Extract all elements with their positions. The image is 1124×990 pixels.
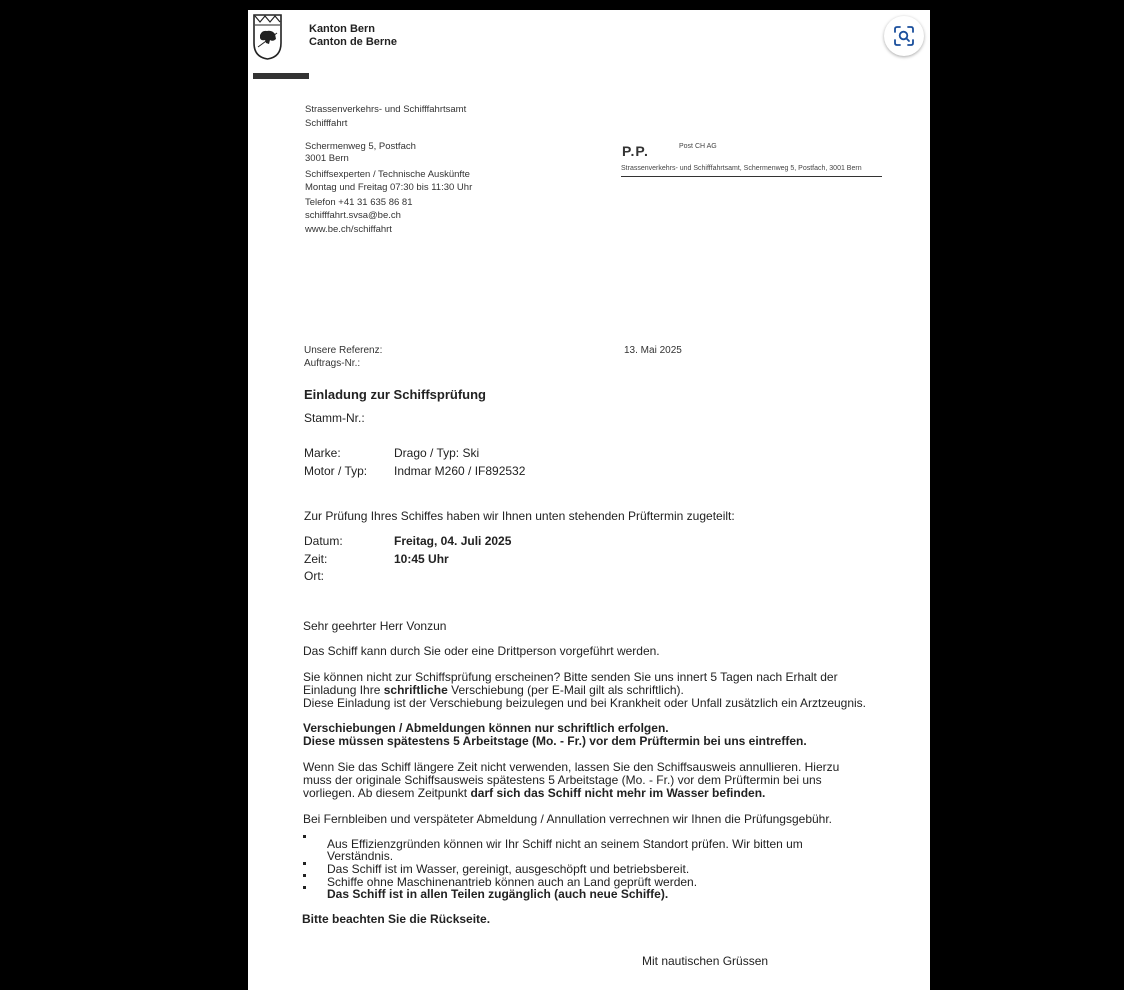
bullet-marker	[303, 835, 306, 838]
lens-search-button[interactable]	[884, 16, 924, 56]
zeit-label: Zeit:	[304, 552, 328, 566]
bullet-4: Das Schiff ist in allen Teilen zugänglich (auch neue Schiffe).	[327, 887, 669, 901]
marke-label: Marke:	[304, 446, 341, 460]
salutation: Sehr geehrter Herr Vonzun	[303, 619, 447, 633]
zeit-value: 10:45 Uhr	[394, 552, 449, 566]
bullet-marker	[303, 862, 306, 865]
bullet-1-line-2: Verständnis.	[327, 849, 394, 863]
paragraph-4-line-1: Wenn Sie das Schiff längere Zeit nicht verwenden, lassen Sie den Schiffsausweis annullieren. Hierzu	[303, 760, 840, 774]
letter-title: Einladung zur Schiffsprüfung	[304, 387, 486, 402]
paragraph-4-line-3	[303, 787, 765, 800]
bullet-3: Schiffe ohne Maschinenantrieb können auch an Land geprüft werden.	[327, 875, 698, 889]
sender-street: Schermenweg 5, Postfach	[305, 141, 416, 152]
sender-service: Schiffsexperten / Technische Auskünfte	[305, 169, 470, 180]
stamm-number-label: Stamm-Nr.:	[304, 411, 365, 425]
sender-web: www.be.ch/schiffahrt	[305, 224, 392, 235]
postage-post: Post CH AG	[679, 143, 717, 150]
paragraph-2-emphasis: schriftliche	[383, 683, 448, 697]
bullet-2: Das Schiff ist im Wasser, gereinigt, ausgeschöpft und betriebsbereit.	[327, 862, 690, 876]
paragraph-4-line-2: muss der originale Schiffsausweis spätestens 5 Arbeitstage (Mo. - Fr.) vor dem Prüftermin bei uns	[303, 773, 822, 787]
letter-page	[248, 10, 930, 990]
marke-value: Drago / Typ: Ski	[394, 446, 480, 460]
paragraph-2-text-a: Einladung Ihre	[303, 683, 384, 697]
canton-name-de: Kanton Bern	[309, 23, 375, 35]
bullet-marker	[303, 886, 306, 889]
ort-label: Ort:	[304, 569, 324, 583]
motor-value: Indmar M260 / IF892532	[394, 464, 526, 478]
order-number-label: Auftrags-Nr.:	[304, 358, 361, 369]
paragraph-1: Das Schiff kann durch Sie oder eine Drittperson vorgeführt werden.	[303, 644, 660, 658]
datum-label: Datum:	[304, 534, 343, 548]
letter-date: 13. Mai 2025	[624, 345, 682, 356]
paragraph-2-text-c: Verschiebung (per E-Mail gilt als schriftlich).	[447, 683, 684, 697]
paragraph-2-line-1: Sie können nicht zur Schiffsprüfung erscheinen? Bitte senden Sie uns innert 5 Tagen nach Erhalt der	[303, 670, 838, 684]
return-address: Strassenverkehrs- und Schifffahrtsamt, Schermenweg 5, Postfach, 3001 Bern	[621, 165, 862, 172]
return-address-rule	[621, 176, 882, 177]
bern-coat-of-arms-logo	[252, 13, 283, 61]
sender-phone: Telefon +41 31 635 86 81	[305, 197, 413, 208]
sender-hours: Montag und Freitag 07:30 bis 11:30 Uhr	[305, 182, 473, 193]
bullet-marker	[303, 874, 306, 877]
intro-text: Zur Prüfung Ihres Schiffes haben wir Ihnen unten stehenden Prüftermin zugeteilt:	[304, 509, 735, 523]
postage-pp: P.P.	[622, 143, 649, 159]
lens-search-icon	[893, 25, 915, 47]
our-reference-label: Unsere Referenz:	[304, 345, 383, 356]
motor-label: Motor / Typ:	[304, 464, 368, 478]
paragraph-3-line-1: Verschiebungen / Abmeldungen können nur schriftlich erfolgen.	[303, 721, 669, 735]
letterhead-bar	[253, 73, 309, 79]
canton-name	[309, 23, 397, 49]
sender-city: 3001 Bern	[305, 153, 349, 164]
paragraph-3-line-2: Diese müssen spätestens 5 Arbeitstage (Mo. - Fr.) vor dem Prüftermin bei uns eintreffen.	[303, 734, 807, 748]
closing-greeting: Mit nautischen Grüssen	[642, 954, 769, 968]
paragraph-4-text-a: vorliegen. Ab diesem Zeitpunkt	[303, 786, 471, 800]
paragraph-4-emphasis: darf sich das Schiff nicht mehr im Wasser befinden.	[470, 786, 766, 800]
bullet-1-line-1: Aus Effizienzgründen können wir Ihr Schiff nicht an seinem Standort prüfen. Wir bitten um	[327, 837, 803, 851]
paragraph-5: Bei Fernbleiben und verspäteter Abmeldung / Annullation verrechnen wir Ihnen die Prüfungsgebühr.	[303, 812, 833, 826]
sender-department: Schifffahrt	[305, 118, 348, 129]
closing-note: Bitte beachten Sie die Rückseite.	[302, 912, 491, 926]
datum-value: Freitag, 04. Juli 2025	[394, 534, 512, 548]
sender-email: schifffahrt.svsa@be.ch	[305, 210, 401, 221]
canton-name-fr: Canton de Berne	[309, 36, 398, 48]
sender-office: Strassenverkehrs- und Schifffahrtsamt	[305, 104, 467, 115]
paragraph-2-line-3: Diese Einladung ist der Verschiebung beizulegen und bei Krankheit oder Unfall zusätzlich ein Arztzeugnis.	[303, 696, 867, 710]
